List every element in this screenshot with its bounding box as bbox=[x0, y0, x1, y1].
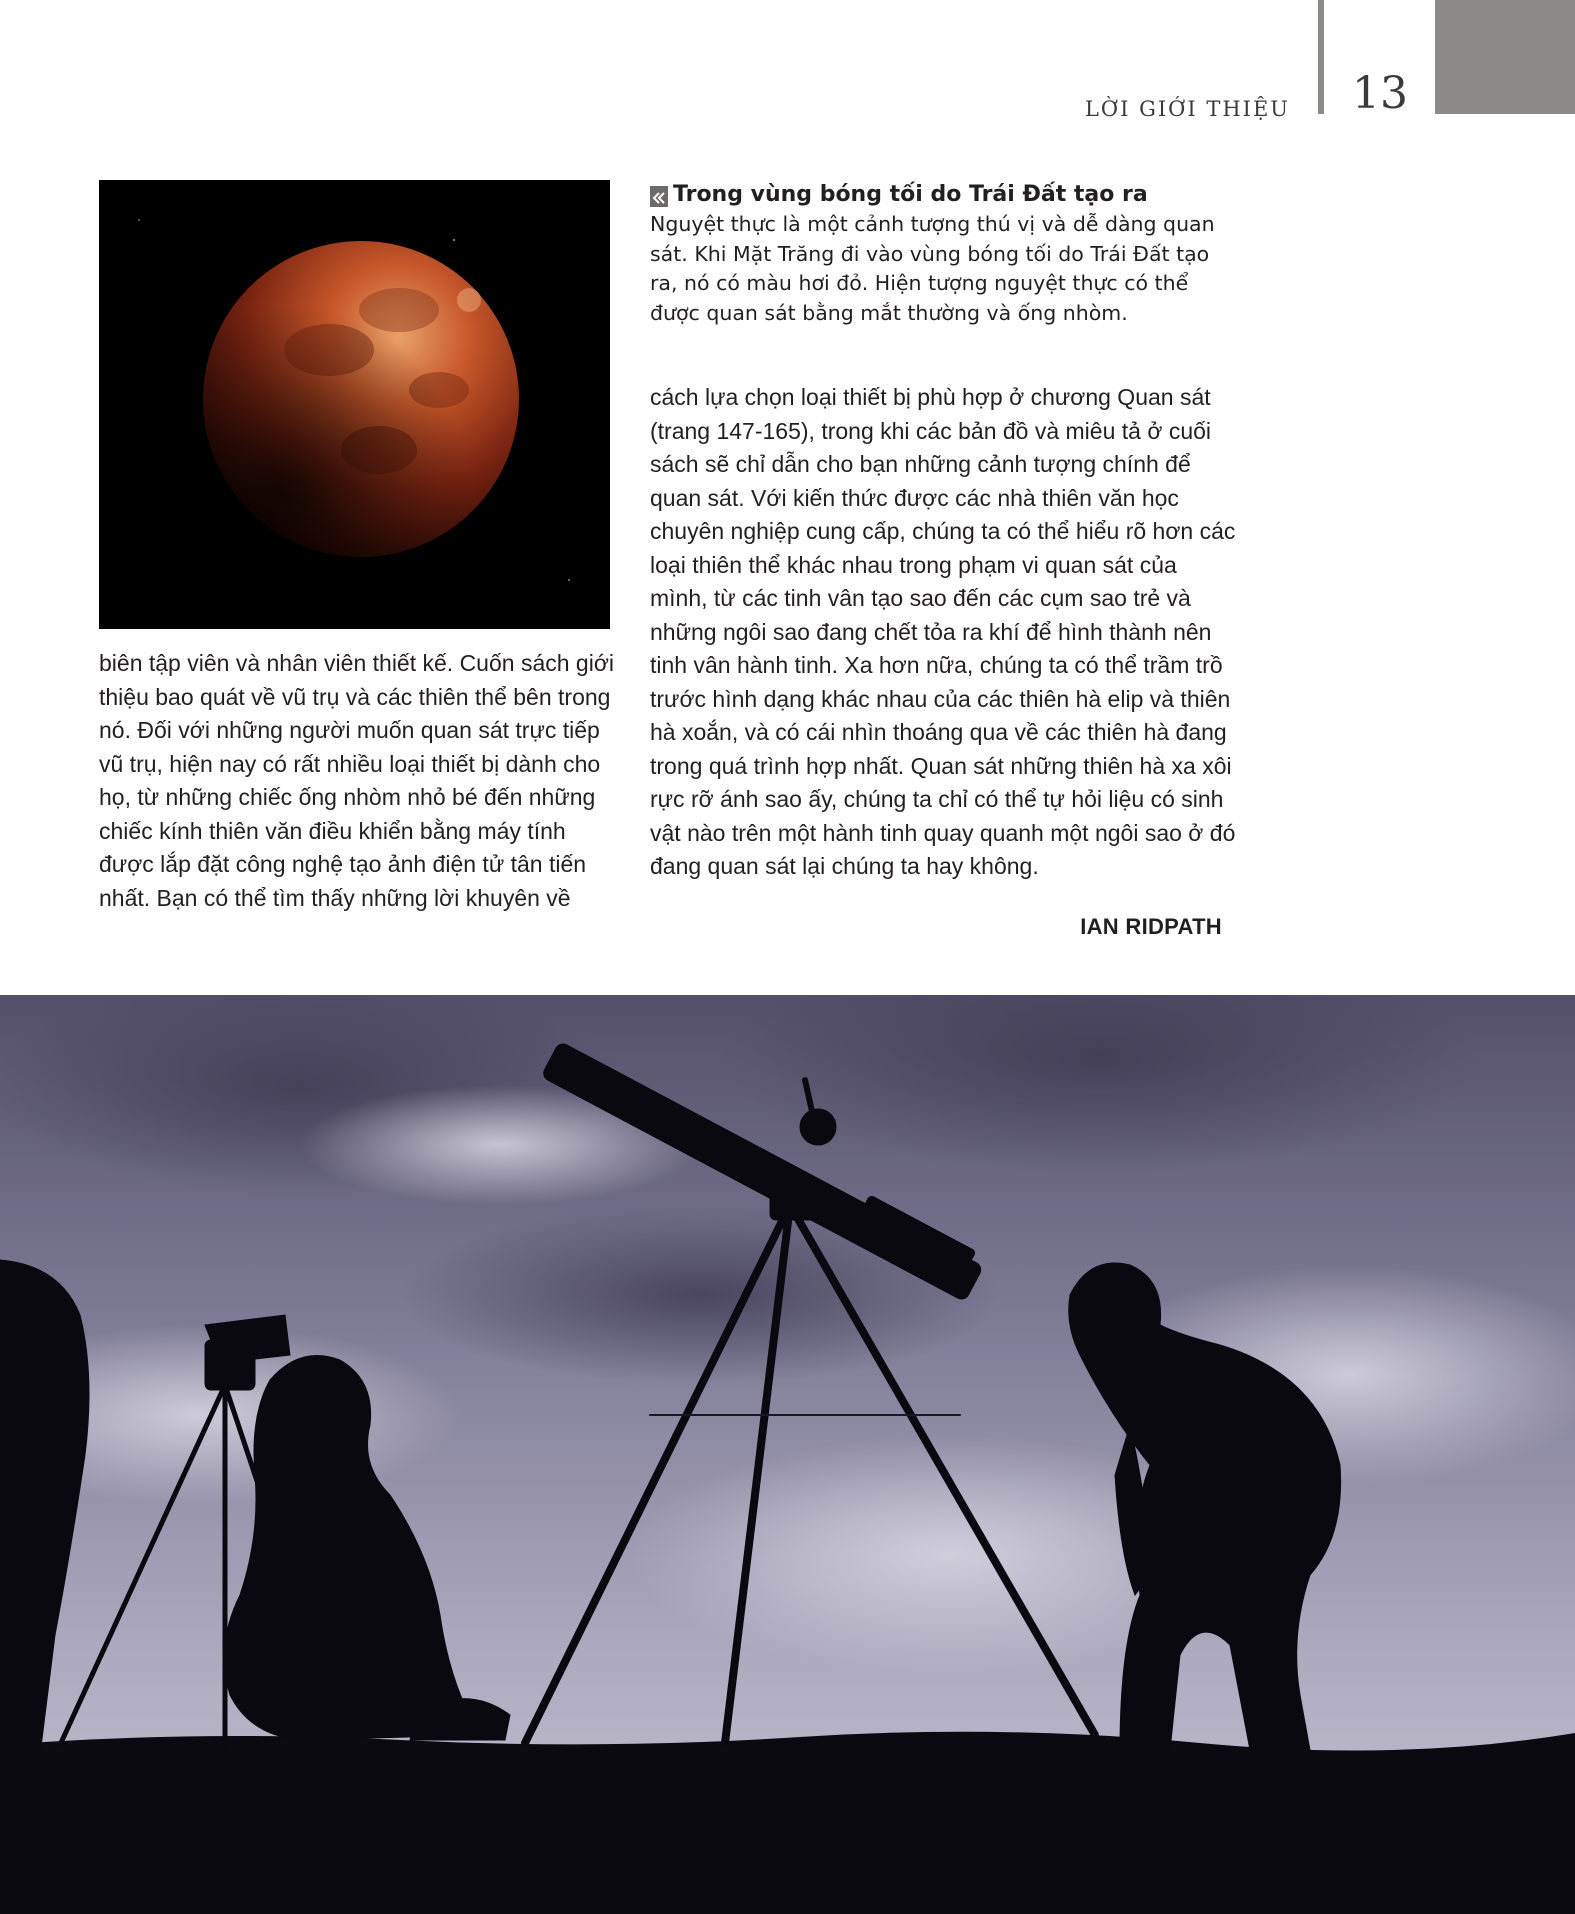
section-title: LỜI GIỚI THIỆU bbox=[1084, 97, 1290, 121]
lunar-eclipse-photo bbox=[99, 180, 610, 629]
stargazers-photo bbox=[0, 995, 1575, 1914]
caption-title bbox=[650, 180, 1220, 210]
header-rule bbox=[1318, 0, 1324, 114]
author-signature: IAN RIDPATH bbox=[1080, 914, 1222, 939]
double-chevron-left-icon bbox=[650, 186, 668, 204]
caption-title-text: Trong vùng bóng tối do Trái Đất tạo ra bbox=[673, 182, 1148, 207]
caption-text: Nguyệt thực là một cảnh tượng thú vị và dễ dàng quan sát. Khi Mặt Trăng đi vào vùng bóng tối do Trái Đất tạo ra, nó có màu hơi đỏ. Hiện tượng nguyệt thực có thể được quan sát bằng mắt thường và ống nhòm. bbox=[650, 212, 1215, 325]
photo-caption bbox=[650, 180, 1220, 328]
body-text-right: cách lựa chọn loại thiết bị phù hợp ở chương Quan sát (trang 147-165), trong khi các bản đồ và miêu tả ở cuối sách sẽ chỉ dẫn cho bạn những cảnh tượng chính để quan sát. Với kiến thức được các nhà thiên văn học chuyên nghiệp cung cấp, chúng ta có thể hiểu rõ hơn các loại thiên thể khác nhau trong phạm vi quan sát của mình, từ các tinh vân tạo sao đến các cụm sao trẻ và những ngôi sao đang chết tỏa ra khí để hình thành nên tinh vân hành tinh. Xa hơn nữa, chúng ta có thể trầm trồ trước hình dạng khác nhau của các thiên hà elip và thiên hà xoắn, và có cái nhìn thoáng qua về các thiên hà đang trong quá trình hợp nhất. Quan sát những thiên hà xa xôi rực rỡ ánh sao ấy, chúng ta chỉ có thể tự hỏi liệu có sinh vật nào trên một hành tinh quay quanh một ngôi sao ở đó đang quan sát lại chúng ta hay không. bbox=[650, 384, 1236, 879]
body-text-left: biên tập viên và nhân viên thiết kế. Cuốn sách giới thiệu bao quát về vũ trụ và các thiên thể bên trong nó. Đối với những người muốn quan sát trực tiếp vũ trụ, hiện nay có rất nhiều loại thiết bị dành cho họ, từ những chiếc ống nhòm nhỏ bé đến những chiếc kính thiên văn điều khiển bằng máy tính được lắp đặt công nghệ tạo ảnh điện tử tân tiến nhất. Bạn có thể tìm thấy những lời khuyên về bbox=[99, 650, 615, 911]
page-number: 13 bbox=[1352, 68, 1408, 119]
corner-tab bbox=[1435, 0, 1575, 114]
